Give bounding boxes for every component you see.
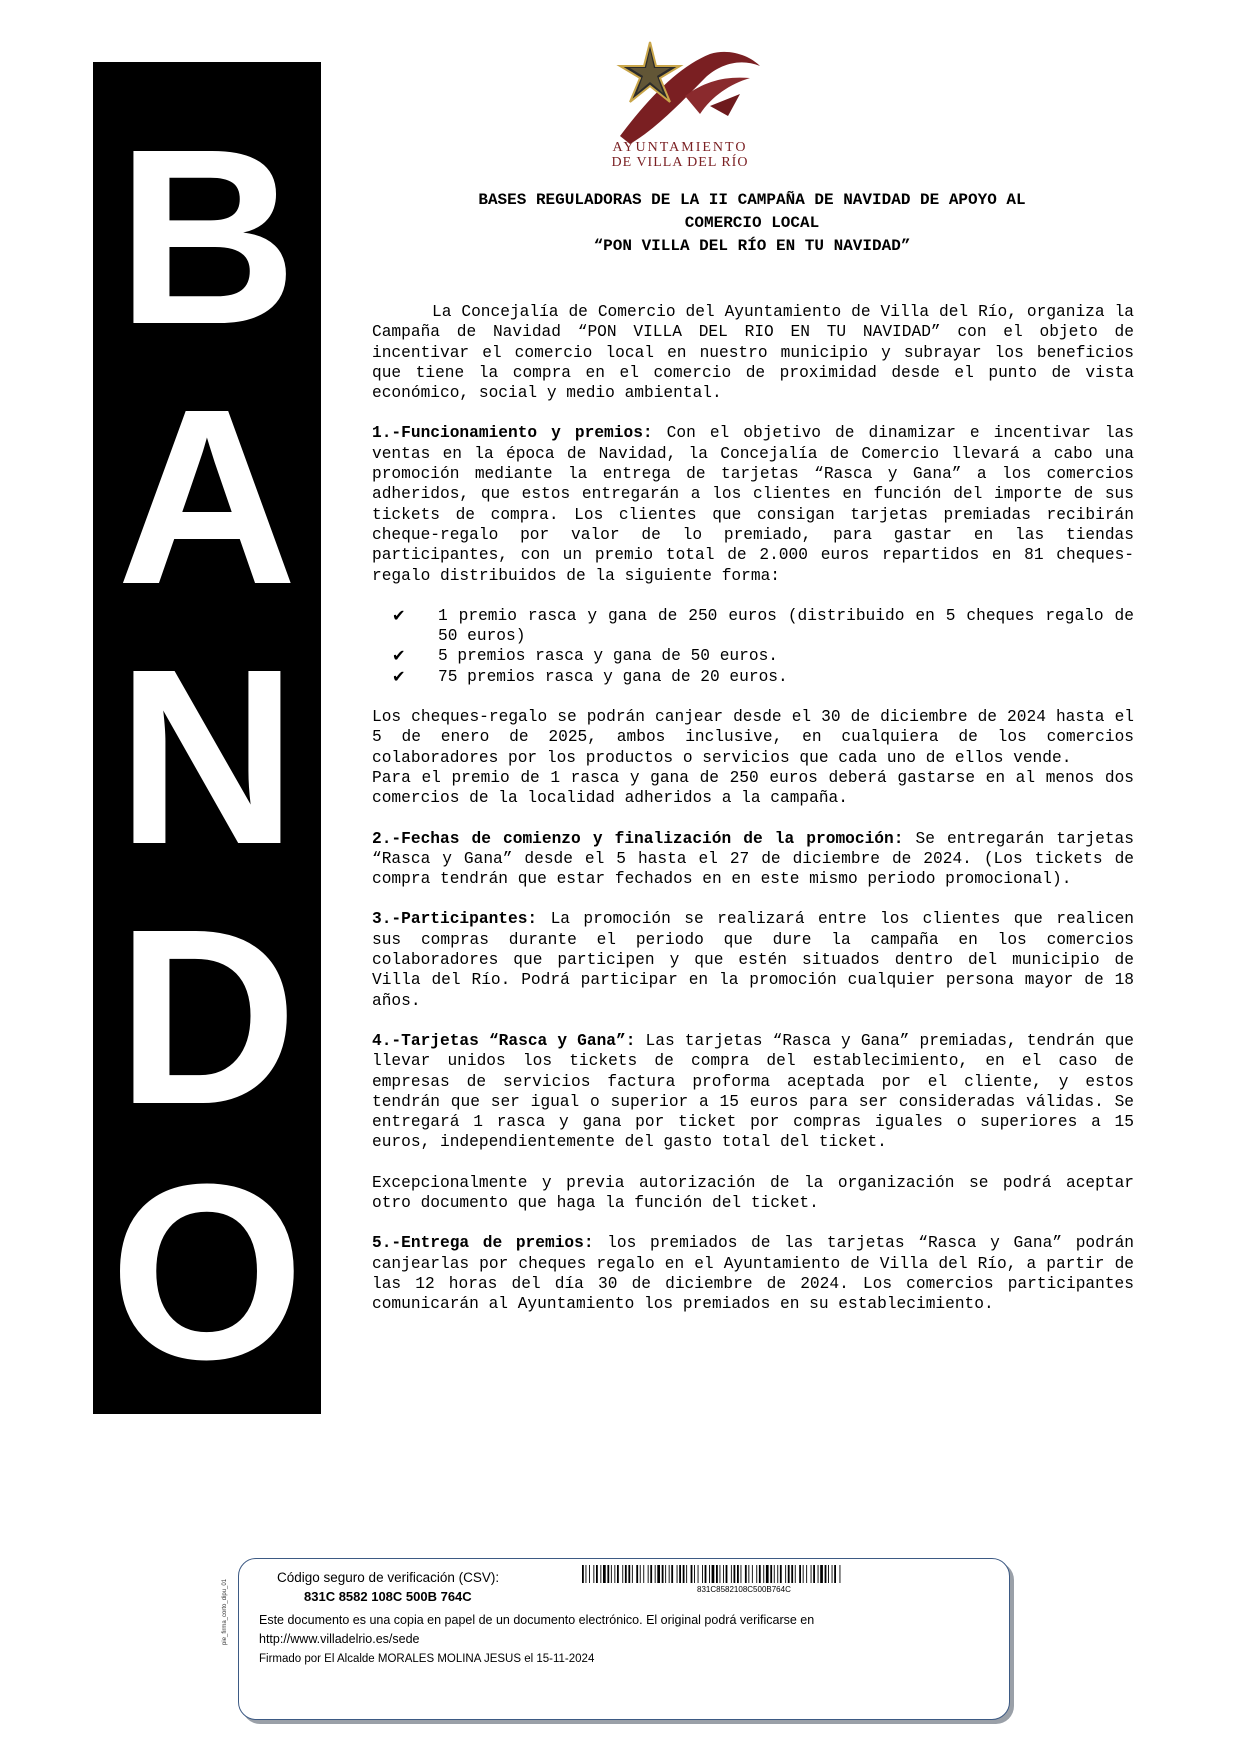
section-5-heading: 5.-Entrega de premios: <box>372 1234 594 1253</box>
section-3-text: La promoción se realizará entre los clientes que realicen sus compras durante el periodo que dure la campaña en los comercios colaboradores que participen y que estén situados dentro del municipio de Villa del Río. Podrá participar en la promoción cualquier persona mayor de 18 años. <box>372 910 1134 1010</box>
section-4-text: Las tarjetas “Rasca y Gana” premiadas, tendrán que llevar unidos los tickets de compra del establecimiento, en el caso de empresas de servicios factura proforma aceptada por el cliente, y estos tendrán que ser igual o superior a 15 euros para ser consideradas válidas. Se entregará 1 rasca y gana por ticket por compras iguales o superiores a 15 euros, independientemente del gasto total del ticket. <box>372 1031 1134 1152</box>
section-2-heading: 2.-Fechas de comienzo y finalización de la promoción: <box>372 829 904 848</box>
list-item: ✔ 5 premios rasca y gana de 50 euros. <box>392 646 778 666</box>
banner-letter: O <box>109 1132 305 1411</box>
logo-text-line2: DE VILLA DEL RÍO <box>611 155 749 170</box>
title-line1: BASES REGULADORAS DE LA II CAMPAÑA DE NAVIDAD DE APOYO AL <box>478 191 1026 209</box>
section-4 <box>372 1031 1134 1153</box>
title-line3: “PON VILLA DEL RÍO EN TU NAVIDAD” <box>593 237 911 255</box>
document-title <box>372 189 1132 258</box>
banner-letter: N <box>116 617 298 896</box>
section-1-heading: 1.-Funcionamiento y premios: <box>372 424 653 443</box>
section-5 <box>372 1233 1134 1314</box>
title-line2: COMERCIO LOCAL <box>684 214 820 232</box>
barcode-text: 831C8582108C500B764C <box>697 1585 791 1594</box>
document-body <box>372 302 1134 1334</box>
section-4-extra: Excepcionalmente y previa autorización de la organización se podrá aceptar otro documento que haga la función del ticket. <box>372 1173 1134 1212</box>
bando-banner <box>93 62 321 1414</box>
section-1-after-1: Los cheques-regalo se podrán canjear desde el 30 de diciembre de 2024 hasta el 5 de enero de 2025, ambos inclusive, en cualquiera de los comercios colaboradores por los productos o servicios que cada uno de ellos vende. <box>372 708 1134 767</box>
verification-box <box>238 1558 1010 1720</box>
section-5-text: los premiados de las tarjetas “Rasca y Gana” podrán canjearlas por cheques regalo en el Ayuntamiento de Villa del Río, a partir de las 12 horas del día 30 de diciembre de 2024. Los comercios participantes comunicarán al Ayuntamiento los premiados en su establecimiento. <box>372 1234 1134 1314</box>
footer-line2: http://www.villadelrio.es/sede <box>259 1632 420 1646</box>
checkmark-icon: ✔ <box>392 666 406 686</box>
list-item: ✔ 1 premio rasca y gana de 250 euros (distribuido en 5 cheques regalo de 50 euros) <box>392 605 1134 646</box>
section-1 <box>372 423 1134 585</box>
banner-letter: A <box>116 357 298 636</box>
logo-text-line1: AYUNTAMIENTO <box>612 140 748 155</box>
section-3-heading: 3.-Participantes: <box>372 910 538 929</box>
intro-paragraph: La Concejalía de Comercio del Ayuntamiento de Villa del Río, organiza la Campaña de Navidad “PON VILLA DEL RIO EN TU NAVIDAD” con el objeto de incentivar el comercio local en nuestro municipio y subrayar los beneficios que tiene la compra en el comercio de proximidad desde el punto de vista económico, social y medio ambiental. <box>372 303 1134 403</box>
section-2 <box>372 829 1134 890</box>
banner-letter: B <box>116 97 298 376</box>
csv-label: Código seguro de verificación (CSV): <box>277 1570 500 1585</box>
prize-list <box>372 606 1134 687</box>
list-item: ✔ 75 premios rasca y gana de 20 euros. <box>392 666 788 686</box>
section-2-text: Se entregarán tarjetas “Rasca y Gana” desde el 5 hasta el 27 de diciembre de 2024. (Los tickets de compra tendrán que estar fechados en en este mismo periodo promocional). <box>372 829 1134 889</box>
checkmark-icon: ✔ <box>392 646 406 666</box>
footer-line3: Firmado por El Alcalde MORALES MOLINA JESUS el 15-11-2024 <box>259 1653 595 1665</box>
checkmark-icon: ✔ <box>392 605 406 625</box>
section-1-after-2: Para el premio de 1 rasca y gana de 250 euros deberá gastarse en al menos dos comercios de la localidad adheridos a la campaña. <box>372 768 1134 808</box>
section-1-text: Con el objetivo de dinamizar e incentivar las ventas en la época de Navidad, la Concejalía de Comercio llevará a cabo una promoción mediante la entrega de tarjetas “Rasca y Gana” a los comercios adheridos, que estos entregarán a los clientes en función del importe de sus tickets de compra. Los clientes que consigan tarjetas premiadas recibirán cheque-regalo por valor de lo premiado, para gastar en las tiendas participantes, con un premio total de 2.000 euros repartidos en 81 cheques-regalo distribuidos de la siguiente forma: <box>372 424 1134 585</box>
banner-letter: D <box>116 877 298 1156</box>
section-3 <box>372 909 1134 1010</box>
barcode <box>582 1565 842 1583</box>
csv-code: 831C 8582 108C 500B 764C <box>304 1589 472 1604</box>
footer-line1: Este documento es una copia en papel de un documento electrónico. El original podrá verificarse en <box>259 1613 815 1627</box>
section-4-heading: 4.-Tarjetas “Rasca y Gana”: <box>372 1031 636 1050</box>
footer-side-code: pie_firma_corto_dipu_01 <box>222 1578 228 1645</box>
